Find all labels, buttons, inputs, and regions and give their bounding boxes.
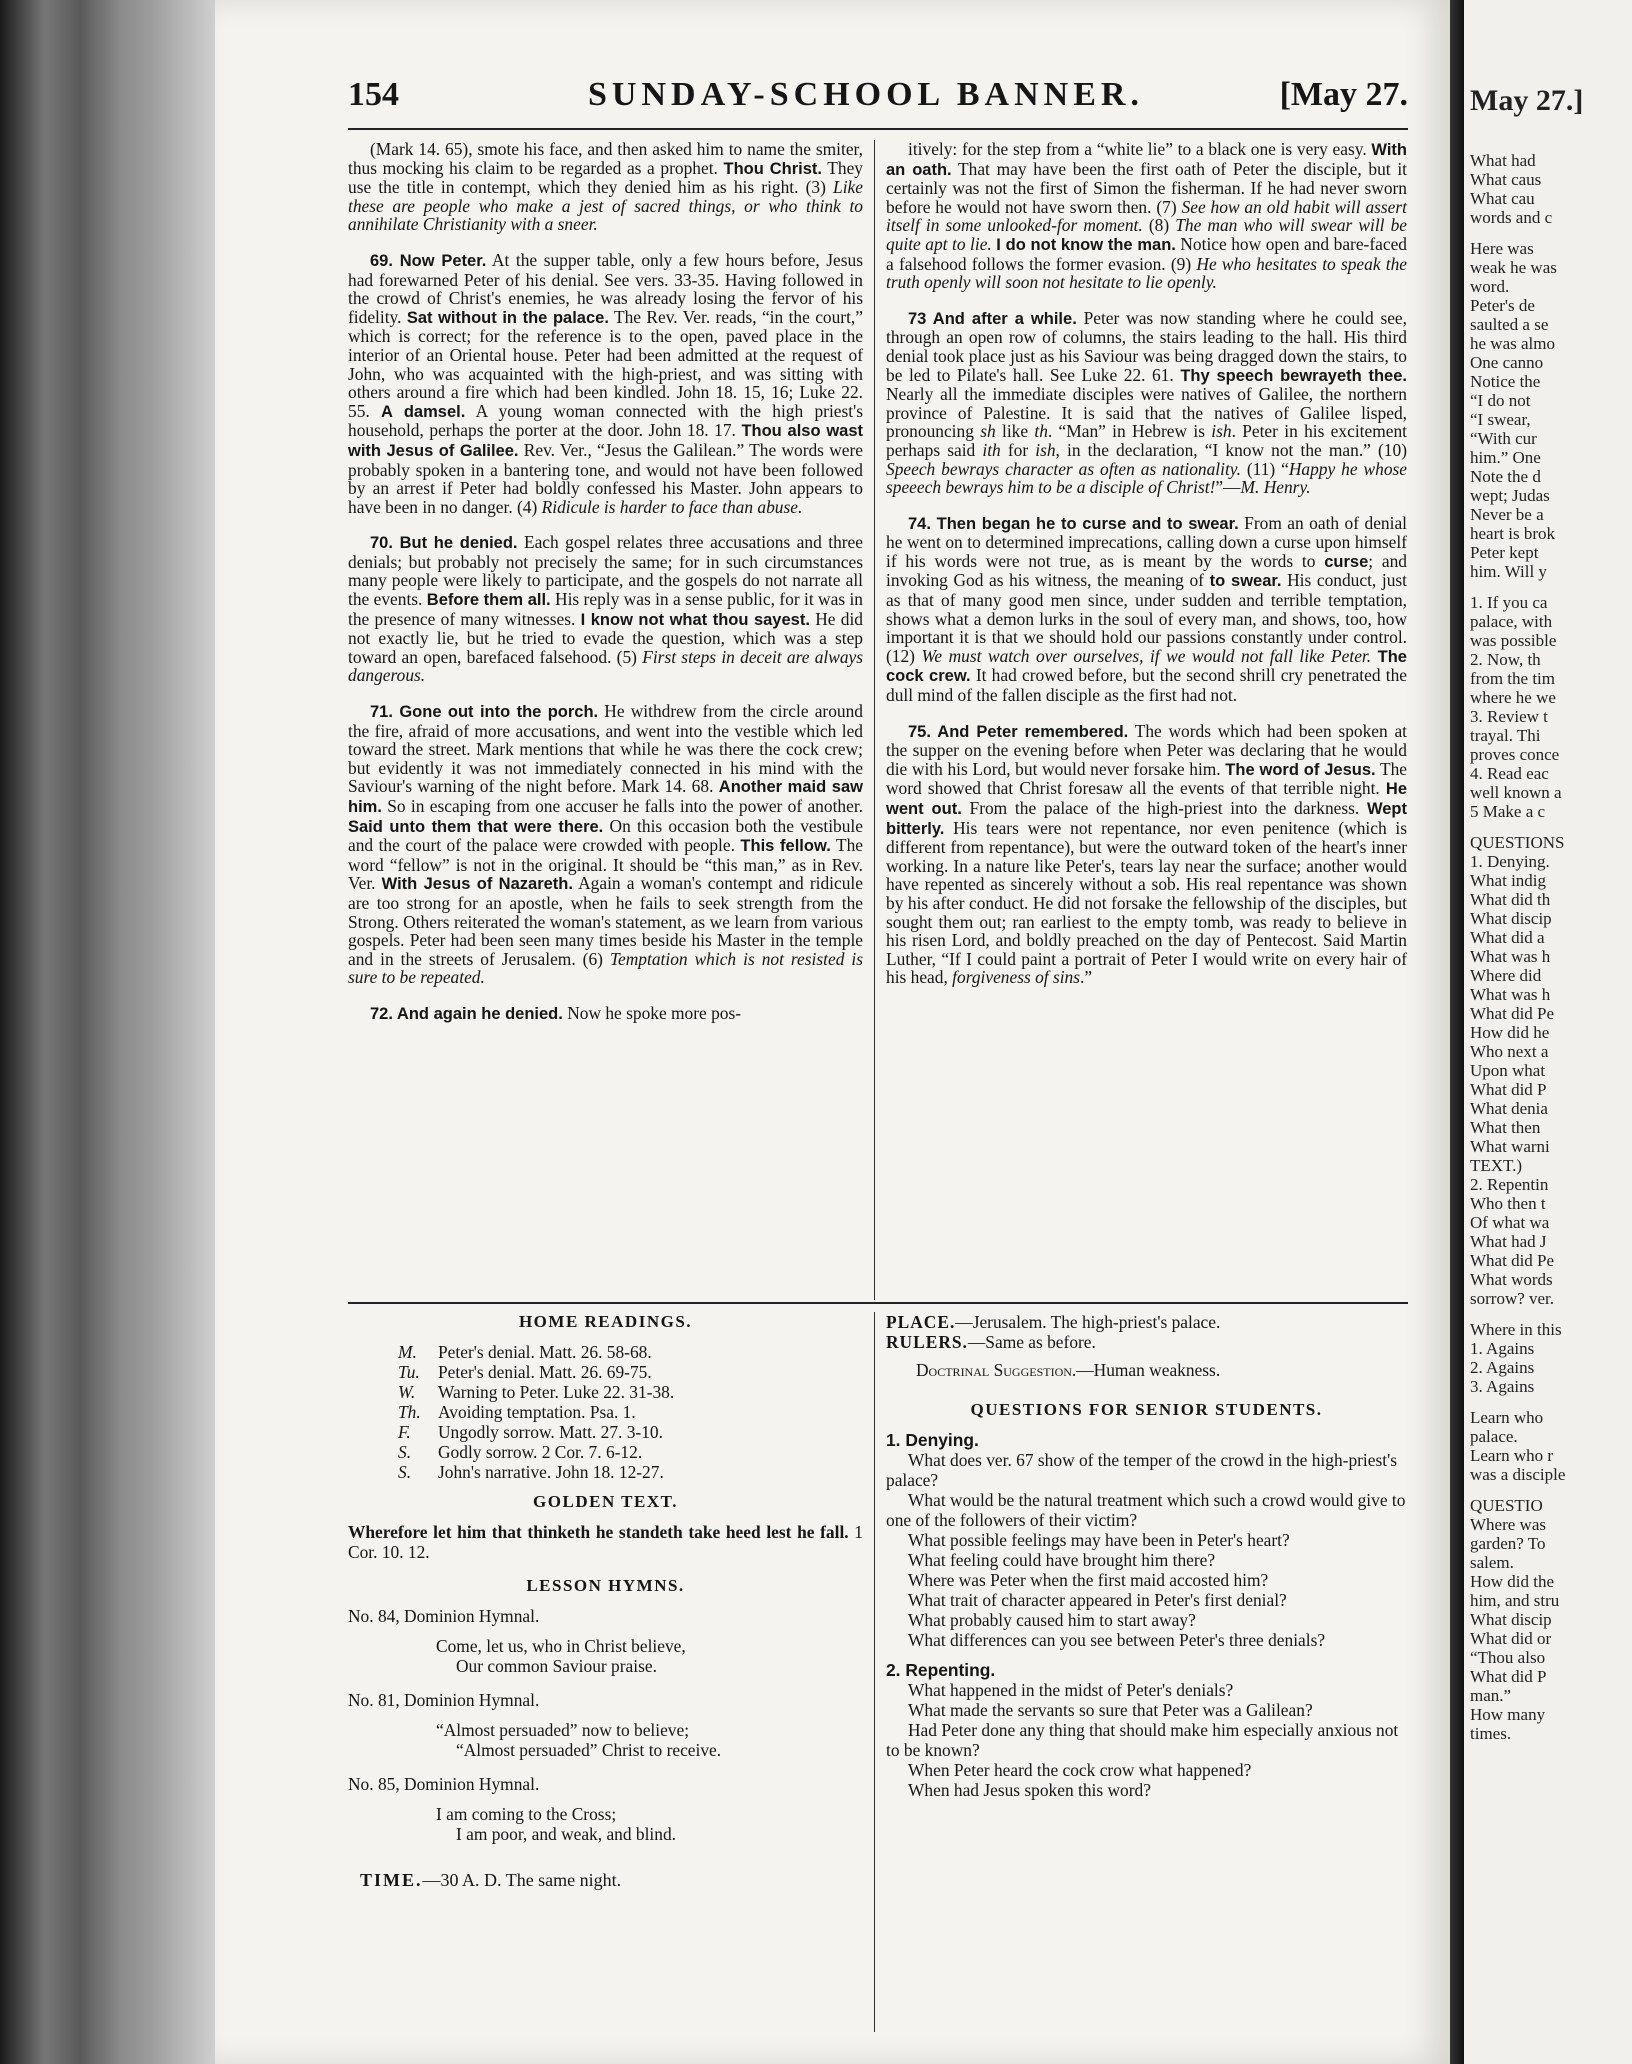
right-page-line: 3. Review t — [1470, 707, 1548, 726]
question-item: When had Jesus spoken this word? — [908, 1780, 1151, 1800]
commentary-paragraph: 71. Gone out into the porch. He withdrew from the circle around the fire, afraid of more accusations, and went into the vestible which led toward the street. Mark mentions that while he was there the cock crew; but evidently it was not immediately connected in his mind with the Saviour's warning of the night before. Mark 14. 68. Another maid saw him. So in escaping from one accuser he falls into the power of another. Said unto them that were there. On this occasion both the vestibule and the court of the palace were crowded with people. This fellow. The word “fellow” is not in the original. It should be “this man,” as in Rev. Ver. With Jesus of Nazareth. Again a woman's contempt and ridicule are too strong for an apostle, when he fails to seek strength from the Strong. Others reiterated the woman's statement, as we learn from various gospels. Peter had been seen many times beside his Master in the temple and in the streets of Jerusalem. (6) Temptation which is not resisted is sure to be repeated. — [348, 701, 863, 988]
commentary-paragraph: 69. Now Peter. At the supper table, only a few hours before, Jesus had forewarned Peter of his denial. See vers. 33-35. Having followed in the crowd of Christ's enemies, he was already losing the fervor of his fidelity. Sat without in the palace. The Rev. Ver. reads, “in the court,” which is correct; for the reference is to the open, paved place in the interior of an Oriental house. Peter had been admitted at the request of John, who was acquainted with the high-priest, and was sitting with others around a fire which had been kindled. John 18. 15, 16; Luke 22. 55. A damsel. A young woman connected with the high priest's household, perhaps the porter at the door. John 18. 17. Thou also wast with Jesus of Galilee. Rev. Ver., “Jesus the Galilean.” The words were probably spoken in a bantering tone, and would not have been followed by an arrest if Peter had boldly confessed his Master. John appears to have been in no danger. (4) Ridicule is harder to face than abuse. — [348, 249, 863, 517]
right-page-line: “With cur — [1470, 429, 1537, 448]
right-page-line: Peter's de — [1470, 296, 1535, 315]
home-reading-item: S. Godly sorrow. 2 Cor. 7. 6-12. — [398, 1442, 643, 1462]
commentary-paragraph: 70. But he denied. Each gospel relates three accusations and three denials; but probably not precisely the same; for in such circumstances many people were likely to participate, and the gospels do not narrate all the events. Before them all. His reply was in a sense public, for it was in the presence of many witnesses. I know not what thou sayest. He did not exactly lie, but he tried to evade the question, which was a step toward an open, barefaced falsehood. (5) First steps in deceit are always dangerous. — [348, 532, 863, 686]
right-page-header: May 27.] — [1470, 84, 1584, 117]
commentary-column-left — [348, 140, 863, 1041]
right-page-line: he was almo — [1470, 334, 1555, 353]
right-page-line: weak he was — [1470, 258, 1557, 277]
right-page-line: trayal. Thi — [1470, 726, 1541, 745]
right-page-line: 2. Agains — [1470, 1358, 1535, 1377]
right-page-line: What denia — [1470, 1099, 1548, 1118]
section-rule — [348, 1302, 1408, 1304]
home-readings-list — [348, 1342, 863, 1482]
right-page-line: 2. Repentin — [1470, 1175, 1549, 1194]
right-page-line: What words — [1470, 1270, 1553, 1289]
right-page-line: What discip — [1470, 1610, 1552, 1629]
commentary-paragraph: 74. Then began he to curse and to swear. From an oath of denial he went on to determined imprecations, calling down a curse upon himself if his words were not true, as is meant by the words to curse; and invoking God as his witness, the meaning of to swear. His conduct, just as that of many good men since, under sudden and terrible temptation, shows what a demon lurks in the soul of every man, and shows, too, how important it is that we should hold our passions constantly under control. (12) We must watch over ourselves, if we would not fall like Peter. The cock crew. It had crowed before, but the second shrill cry penetrated the dull mind of the fallen disciple as the first had not. — [886, 512, 1407, 706]
right-page-line: where he we — [1470, 688, 1556, 707]
home-reading-item: Tu. Peter's denial. Matt. 26. 69-75. — [398, 1362, 652, 1382]
right-page-line: What did th — [1470, 890, 1551, 909]
right-page-line: How did he — [1470, 1023, 1550, 1042]
running-title: SUNDAY-SCHOOL BANNER. — [588, 76, 1144, 113]
golden-text: Wherefore let him that thinketh he standeth take heed lest he fall. 1 Cor. 10. 12. — [348, 1522, 863, 1562]
right-page-line: saulted a se — [1470, 315, 1549, 334]
question-item: What probably caused him to start away? — [908, 1610, 1196, 1630]
right-page-line: What cau — [1470, 189, 1535, 208]
hymn-entry: No. 85, Dominion Hymnal. I am coming to the Cross; I am poor, and weak, and blind. — [348, 1774, 677, 1844]
right-page-line: What had — [1470, 151, 1536, 170]
right-page-line: 2. Now, th — [1470, 650, 1541, 669]
right-page-line: What then — [1470, 1118, 1541, 1137]
right-page-line: Of what wa — [1470, 1213, 1550, 1232]
page-number: 154 — [348, 76, 399, 113]
home-reading-item: S. John's narrative. John 18. 12-27. — [398, 1462, 664, 1482]
column-divider-lower — [874, 1312, 875, 2032]
right-page-line: him. Will y — [1470, 562, 1547, 581]
right-page-line: was possible — [1470, 631, 1557, 650]
right-page-line: palace, with — [1470, 612, 1553, 631]
right-page-line: “Thou also — [1470, 1648, 1546, 1667]
right-page-line: word. — [1470, 277, 1510, 296]
lesson-hymns-list — [348, 1606, 863, 1844]
right-page-line: TEXT.) — [1470, 1156, 1523, 1175]
questions-heading: QUESTIONS FOR SENIOR STUDENTS. — [970, 1400, 1323, 1419]
question-item: When Peter heard the cock crow what happened? — [908, 1760, 1252, 1780]
home-reading-item: W. Warning to Peter. Luke 22. 31-38. — [398, 1382, 675, 1402]
right-page-line: QUESTIO — [1470, 1496, 1543, 1515]
right-page-line: What discip — [1470, 909, 1552, 928]
commentary-paragraph: itively: for the step from a “white lie” to a black one is very easy. With an oath. That may have been the first oath of Peter the disciple, but it certainly was not the first of Simon the fisherman. If he had never sworn before he would not have sworn then. (7) See how an old habit will assert itself in some unlooked-for moment. (8) The man who will swear will be quite apt to lie. I do not know the man. Notice how open and bare-faced a falsehood follows the former evasion. (9) He who hesitates to speak the truth openly will soon not hesitate to lie openly. — [886, 139, 1408, 293]
rulers-line: RULERS.—Same as before. — [886, 1332, 1096, 1352]
right-page-line: him.” One — [1470, 448, 1541, 467]
right-page-line: Who next a — [1470, 1042, 1549, 1061]
right-page-line: sorrow? ver. — [1470, 1289, 1555, 1308]
home-reading-item: Th. Avoiding temptation. Psa. 1. — [398, 1402, 636, 1422]
right-page-line: What had J — [1470, 1232, 1547, 1251]
right-page-line: One canno — [1470, 353, 1544, 372]
right-page-line: 3. Agains — [1470, 1377, 1535, 1396]
book-spine-edge — [0, 0, 215, 2064]
right-page-line: What did Pe — [1470, 1004, 1555, 1023]
right-page-line: from the tim — [1470, 669, 1555, 688]
right-page-line: How many — [1470, 1705, 1546, 1724]
right-page-line: Here was — [1470, 239, 1534, 258]
right-page-line: Who then t — [1470, 1194, 1546, 1213]
right-page-line: man.” — [1470, 1686, 1512, 1705]
page-date: [May 27. — [1279, 76, 1408, 113]
right-page-line: What did P — [1470, 1667, 1547, 1686]
question-item: What feeling could have brought him there? — [908, 1550, 1216, 1570]
right-page-line: palace. — [1470, 1427, 1518, 1446]
question-item: Where was Peter when the first maid accosted him? — [908, 1570, 1269, 1590]
right-page-line: What caus — [1470, 170, 1542, 189]
right-page-line: Note the d — [1470, 467, 1541, 486]
questions-list — [886, 1430, 1407, 1810]
commentary-paragraph: 73 And after a while. Peter was now standing where he could see, through an open row of columns, the stairs leading to the hall. His third denial took place just as his Saviour was being dragged down the stairs, to be led to Pilate's hall. See Luke 22. 61. Thy speech bewrayeth thee. Nearly all the immediate disciples were natives of Galilee, the northern province of Palestine. It is said that the natives of Galilee lisped, pronouncing sh like th. “Man” in Hebrew is ish. Peter in his excitement perhaps said ith for ish, in the declaration, “I know not the man.” (10) Speech bewrays character as often as nationality. (11) “Happy he whose speeech bewrays him to be a disciple of Christ!”—M. Henry. — [886, 307, 1407, 498]
right-page-line: What did Pe — [1470, 1251, 1555, 1270]
hymn-entry: No. 81, Dominion Hymnal. “Almost persuaded” now to believe; “Almost persuaded” Christ to receive. — [348, 1690, 722, 1760]
question-item: What would be the natural treatment which such a crowd would give to one of the followers of their victim? — [886, 1490, 1406, 1530]
header-rule — [348, 128, 1408, 130]
right-page-line: him, and stru — [1470, 1591, 1560, 1610]
right-page-line: Where did — [1470, 966, 1542, 985]
right-page-line: 4. Read eac — [1470, 764, 1549, 783]
right-page-line: wept; Judas — [1470, 486, 1550, 505]
right-page-line: Never be a — [1470, 505, 1544, 524]
right-page-line: What indig — [1470, 871, 1547, 890]
right-page-line: Upon what — [1470, 1061, 1546, 1080]
question-item: What differences can you see between Peter's three denials? — [908, 1630, 1326, 1650]
golden-text-heading: GOLDEN TEXT. — [533, 1492, 678, 1511]
question-item: What possible feelings may have been in Peter's heart? — [908, 1530, 1290, 1550]
question-item: What trait of character appeared in Peter's first denial? — [908, 1590, 1287, 1610]
right-page-line: What did P — [1470, 1080, 1547, 1099]
right-page-line: salem. — [1470, 1553, 1514, 1572]
question-item: What made the servants so sure that Peter was a Galilean? — [908, 1700, 1313, 1720]
right-page-line: “I swear, — [1470, 410, 1531, 429]
right-page-line: 1. Denying. — [1470, 852, 1550, 871]
right-page-line: was a disciple — [1470, 1465, 1566, 1484]
right-page-line: Peter kept — [1470, 543, 1539, 562]
right-page-line: 1. If you ca — [1470, 593, 1548, 612]
book-gutter — [1450, 0, 1464, 2064]
commentary-paragraph: (Mark 14. 65), smote his face, and then asked him to name the smiter, thus mocking his claim to be regarded as a prophet. Thou Christ. They use the title in contempt, which they denied him as his right. (3) Like these are people who make a jest of sacred things, or who think to annihilate Christianity with a sneer. — [348, 139, 863, 235]
right-page-line: “I do not — [1470, 391, 1531, 410]
right-page-line: 5 Make a c — [1470, 802, 1546, 821]
commentary-column-right — [886, 140, 1407, 1004]
right-page-line: What warni — [1470, 1137, 1550, 1156]
home-reading-item: M. Peter's denial. Matt. 26. 58-68. — [398, 1342, 652, 1362]
question-section-title: 2. Repenting. — [886, 1660, 996, 1680]
lesson-aids-left — [348, 1312, 863, 1890]
question-item: What happened in the midst of Peter's denials? — [908, 1680, 1234, 1700]
right-page-line: How did the — [1470, 1572, 1555, 1591]
lesson-hymns-heading: LESSON HYMNS. — [526, 1576, 685, 1595]
question-item: What does ver. 67 show of the temper of the crowd in the high-priest's palace? — [886, 1450, 1397, 1490]
doctrinal-suggestion: Doctrinal Suggestion.—Human weakness. — [916, 1360, 1221, 1380]
commentary-paragraph: 72. And again he denied. Now he spoke more pos- — [370, 1002, 742, 1023]
right-page-line: What did a — [1470, 928, 1545, 947]
time-line: TIME.—30 A. D. The same night. — [360, 1870, 622, 1890]
right-page-line: times. — [1470, 1724, 1512, 1743]
right-page-line: QUESTIONS — [1470, 833, 1565, 852]
home-readings-heading: HOME READINGS. — [518, 1312, 693, 1331]
right-page-line: Learn who r — [1470, 1446, 1554, 1465]
right-page-fragment — [1464, 0, 1632, 2064]
right-page-line: words and c — [1470, 208, 1553, 227]
right-page-line: heart is brok — [1470, 524, 1555, 543]
right-page-line: garden? To — [1470, 1534, 1546, 1553]
hymn-entry: No. 84, Dominion Hymnal. Come, let us, who in Christ believe, Our common Saviour praise. — [348, 1606, 686, 1676]
right-page-line: What was h — [1470, 947, 1551, 966]
right-page-line: Notice the — [1470, 372, 1541, 391]
page-header — [348, 76, 1408, 126]
right-page-line: Learn who — [1470, 1408, 1544, 1427]
right-page-line: 1. Agains — [1470, 1339, 1535, 1358]
commentary-paragraph: 75. And Peter remembered. The words which had been spoken at the supper on the evening before when Peter was declaring that he would die with his Lord, but would never forsake him. The word of Jesus. The word showed that Christ foresaw all the events of that terrible night. He went out. From the palace of the high-priest into the darkness. Wept bitterly. His tears were not repentance, nor even penitence (which is different from repentance), but were the outward token of the heart's inner working. In a nature like Peter's, tears lay near the surface; another would have repented as sincerely without a sob. His real repentance was shown by his after conduct. He did not forsake the fellowship of the disciples, but sought them out; ran earliest to the empty tomb, was ready to believe in his risen Lord, and boldly preached on the day of Pentecost. Said Martin Luther, “If I could paint a portrait of Peter I would write on every hair of his head, forgiveness of sins.” — [886, 720, 1408, 988]
right-page-line: well known a — [1470, 783, 1562, 802]
home-reading-item: F. Ungodly sorrow. Matt. 27. 3-10. — [398, 1422, 663, 1442]
right-page-line: What was h — [1470, 985, 1551, 1004]
place-line: PLACE.—Jerusalem. The high-priest's palace. — [886, 1312, 1221, 1332]
left-page — [215, 0, 1450, 2064]
column-divider — [874, 140, 875, 1300]
right-page-line: Where was — [1470, 1515, 1546, 1534]
right-page-line: What did or — [1470, 1629, 1552, 1648]
question-section-title: 1. Denying. — [886, 1430, 979, 1450]
question-item: Had Peter done any thing that should make him especially anxious not to be known? — [886, 1720, 1399, 1760]
right-page-line: Where in this — [1470, 1320, 1562, 1339]
right-page-line: proves conce — [1470, 745, 1560, 764]
lesson-aids-right — [886, 1312, 1407, 1810]
